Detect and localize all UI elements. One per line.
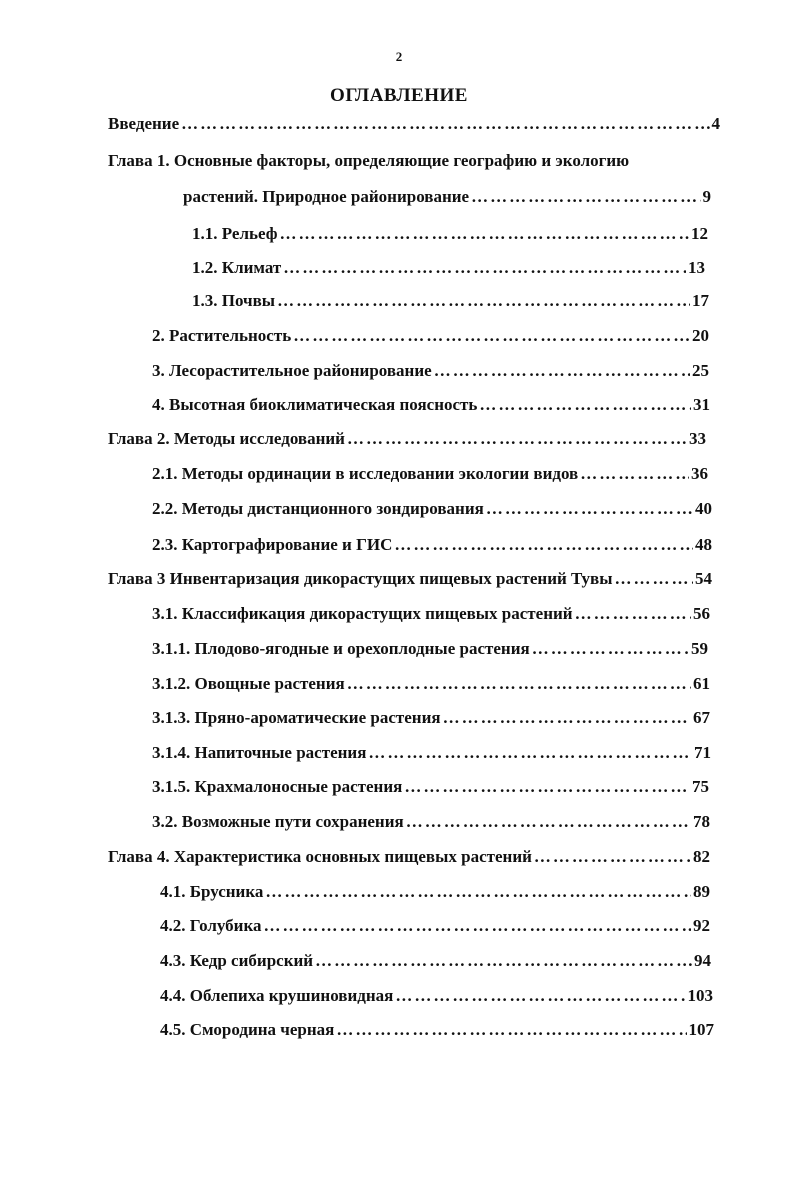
toc-entry-text: 4.4. Облепиха крушиновидная: [160, 986, 394, 1005]
toc-entry-2: [152, 324, 709, 348]
dot-leader: [404, 775, 690, 799]
toc-entry-text: растений. Природное районирование: [183, 187, 470, 206]
toc-entry-text: Глава 1. Основные факторы, определяющие географию и экологию: [108, 151, 630, 170]
toc-entry-page: 40: [695, 499, 712, 518]
toc-entry-page: 61: [693, 674, 710, 693]
toc-entry-text: 1.3. Почвы: [192, 291, 276, 310]
toc-entry-page: 75: [692, 777, 709, 796]
toc-entry-4-4: [160, 984, 713, 1008]
toc-entry-page: 82: [693, 847, 710, 866]
toc-entry-page: 25: [692, 361, 709, 380]
dot-leader: [283, 256, 686, 280]
dot-leader: [265, 880, 691, 904]
toc-entry-chapter-1-cont: [183, 185, 711, 209]
toc-entry-text: Введение: [108, 114, 180, 133]
toc-entry-2-3: [152, 533, 712, 557]
toc-entry-4-5: [160, 1018, 714, 1042]
dot-leader: [395, 984, 685, 1008]
toc-entry-text: 1.2. Климат: [192, 258, 282, 277]
dot-leader: [532, 637, 689, 661]
toc-entry-1-1: [192, 222, 708, 246]
toc-entry-4-1: [160, 880, 710, 904]
toc-entry-chapter-2: [108, 427, 706, 451]
toc-entry-page: 92: [693, 916, 710, 935]
toc-entry-page: 107: [688, 1020, 714, 1039]
dot-leader: [315, 949, 692, 973]
dot-leader: [406, 810, 691, 834]
toc-entry-page: 9: [702, 187, 711, 206]
toc-entry-page: 59: [691, 639, 708, 658]
toc-entry-3-1: [152, 602, 710, 626]
toc-entry-text: 4.3. Кедр сибирский: [160, 951, 314, 970]
toc-entry-text: Глава 3 Инвентаризация дикорастущих пищевых растений Тувы: [108, 569, 613, 588]
toc-entry-page: 56: [693, 604, 710, 623]
toc-entry-chapter-4: [108, 845, 710, 869]
toc-entry-page: 20: [692, 326, 709, 345]
toc-entry-page: 12: [691, 224, 708, 243]
dot-leader: [293, 324, 690, 348]
toc-entry-page: 48: [695, 535, 712, 554]
dot-leader: [471, 185, 700, 209]
dot-leader: [368, 741, 692, 765]
toc-entry-3-1-2: [152, 672, 710, 696]
dot-leader: [580, 462, 689, 486]
page-number: 2: [395, 49, 403, 64]
toc-entry-page: 71: [694, 743, 711, 762]
toc-entry-page: 78: [693, 812, 710, 831]
toc-entry-1-2: [192, 256, 705, 280]
toc-entry-page: 4: [711, 114, 720, 133]
toc-title: ОГЛАВЛЕНИЕ: [330, 85, 468, 106]
dot-leader: [443, 706, 691, 730]
toc-entry-3-1-3: [152, 706, 710, 730]
toc-entry-text: 4.1. Брусника: [160, 882, 264, 901]
toc-entry-text: Глава 4. Характеристика основных пищевых растений: [108, 847, 532, 866]
toc-entry-page: 31: [693, 395, 710, 414]
toc-entry-4: [152, 393, 710, 417]
toc-entry-3-2: [152, 810, 710, 834]
toc-entry-page: 17: [692, 291, 709, 310]
toc-entry-text: 4. Высотная биоклиматическая поясность: [152, 395, 478, 414]
toc-entry-3-1-5: [152, 775, 709, 799]
toc-entry-3: [152, 359, 709, 383]
toc-entry-text: 3.1.4. Напиточные растения: [152, 743, 367, 762]
dot-leader: [264, 914, 692, 938]
dot-leader: [479, 393, 691, 417]
toc-entry-4-3: [160, 949, 711, 973]
toc-entry-introduction: [108, 112, 720, 136]
toc-entry-page: 89: [693, 882, 710, 901]
toc-entry-text: 2.3. Картографирование и ГИС: [152, 535, 393, 554]
dot-leader: [347, 672, 691, 696]
toc-entry-page: 13: [688, 258, 705, 277]
toc-entry-text: 3.1.1. Плодово-ягодные и орехоплодные растения: [152, 639, 530, 658]
toc-entry-page: 94: [694, 951, 711, 970]
toc-entry-text: 3.1.5. Крахмалоносные растения: [152, 777, 403, 796]
dot-leader: [434, 359, 690, 383]
toc-entry-1-3: [192, 289, 709, 313]
toc-entry-text: 2.2. Методы дистанционного зондирования: [152, 499, 484, 518]
toc-entry-page: 33: [689, 429, 706, 448]
toc-entry-text: 3. Лесорастительное районирование: [152, 361, 432, 380]
dot-leader: [615, 567, 694, 591]
toc-entry-text: 4.5. Смородина черная: [160, 1020, 335, 1039]
toc-entry-text: 3.1. Классификация дикорастущих пищевых растений: [152, 604, 573, 623]
toc-entry-text: 4.2. Голубика: [160, 916, 262, 935]
toc-entry-4-2: [160, 914, 710, 938]
toc-entry-text: 1.1. Рельеф: [192, 224, 278, 243]
toc-entry-text: Глава 2. Методы исследований: [108, 429, 345, 448]
dot-leader: [534, 845, 691, 869]
toc-entry-2-2: [152, 497, 712, 521]
toc-entry-page: 54: [695, 569, 712, 588]
toc-entry-chapter-3: [108, 567, 712, 591]
toc-entry-text: 2. Растительность: [152, 326, 292, 345]
toc-entry-3-1-4: [152, 741, 711, 765]
toc-entry-text: 3.1.2. Овощные растения: [152, 674, 345, 693]
toc-entry-page: 103: [687, 986, 713, 1005]
dot-leader: [394, 533, 693, 557]
dot-leader: [347, 427, 687, 451]
toc-entry-2-1: [152, 462, 708, 486]
dot-leader: [486, 497, 693, 521]
toc-entry-page: 67: [693, 708, 710, 727]
dot-leader: [336, 1018, 686, 1042]
dot-leader: [277, 289, 690, 313]
toc-entry-text: 2.1. Методы ординации в исследовании экологии видов: [152, 464, 579, 483]
dot-leader: [181, 112, 709, 136]
dot-leader: [280, 222, 690, 246]
toc-entry-chapter-1: [108, 149, 708, 173]
toc-entry-text: 3.2. Возможные пути сохранения: [152, 812, 404, 831]
toc-entry-text: 3.1.3. Пряно-ароматические растения: [152, 708, 441, 727]
dot-leader: [575, 602, 691, 626]
toc-entry-3-1-1: [152, 637, 708, 661]
toc-entry-page: 36: [691, 464, 708, 483]
